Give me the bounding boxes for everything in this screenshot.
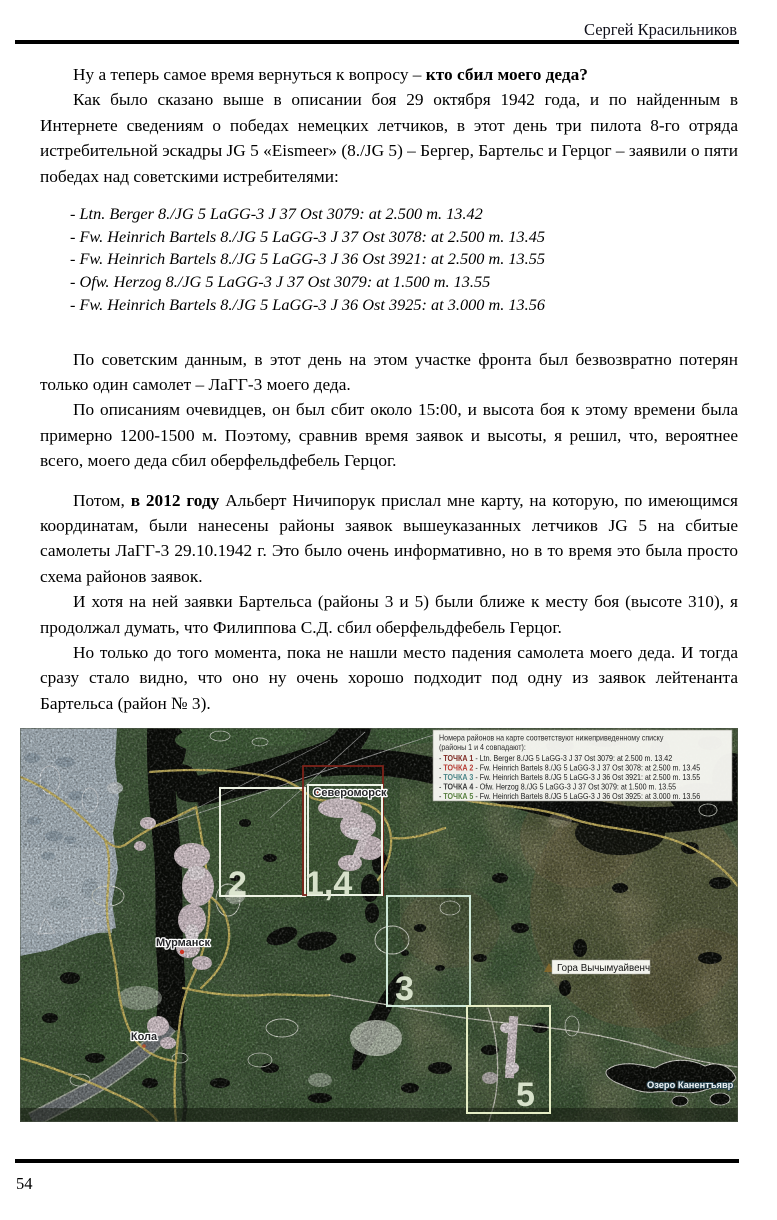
- paragraph-witnesses: По описаниям очевидцев, он был сбит около 15:00, и высота боя к этому времени была примерно 1200-1500 м. Поэтому, сравнив время заявок и высоты, я решил, что, вероятнее всего, моего деда сбил оберфельдфебель Герцог.: [40, 400, 738, 471]
- claim-item: - Fw. Heinrich Bartels 8./JG 5 LaGG-3 J 36 Ost 3921: at 2.500 m. 13.55: [70, 249, 545, 269]
- legend-point-label: ТОЧКА 4: [443, 782, 474, 792]
- text-run: Потом,: [73, 490, 131, 510]
- paragraph-intro: Как было сказано выше в описании боя 29 октября 1942 года, и по найденным в Интернете сведениям о победах немецких летчиков, в этот день три пилота 8-го отряда истребительной эскадры JG 5 «Eismeer» (8./JG 5) – Бергер, Бартельс и Герцог – заявили о пяти победах над советскими истребителями:: [40, 90, 738, 186]
- claims-map-image: [20, 728, 738, 1122]
- paragraph-soviet-data: По советским данным, в этот день на этом участке фронта был безвозвратно потерян только один самолет – ЛаГГ-3 моего деда.: [40, 349, 738, 394]
- place-label-lake: Озеро Канентъявр: [647, 1080, 734, 1090]
- text-run-bold: в 2012 году: [130, 490, 220, 510]
- place-label-severomorsk: Североморск: [313, 787, 387, 799]
- header-rule: [15, 40, 739, 44]
- paragraph-map-2012: [40, 488, 738, 590]
- footer-rule: [15, 1159, 739, 1163]
- page-header-author: Сергей Красильников: [584, 20, 737, 39]
- legend-item: - ТОЧКА 5 - Fw. Heinrich Bartels 8./JG 5 LaGG-3 J 36 Ost 3925: at 3.000 m. 13.56: [439, 791, 701, 802]
- place-label-murmansk: Мурманск: [155, 937, 211, 949]
- legend-item: - ТОЧКА 3 - Fw. Heinrich Bartels 8./JG 5 LaGG-3 J 36 Ost 3921: at 2.500 m. 13.55: [439, 772, 701, 783]
- legend-point-label: ТОЧКА 3: [443, 772, 474, 783]
- claim-item: - Ofw. Herzog 8./JG 5 LaGG-3 J 37 Ost 3079: at 1.500 m. 13.55: [70, 272, 491, 292]
- region-number-3: 3: [395, 970, 414, 1008]
- map-legend: [433, 730, 732, 801]
- kola-dot: [142, 1044, 146, 1048]
- legend-point-label: ТОЧКА 2: [443, 763, 474, 773]
- legend-title-line1: Номера районов на карте соответствуют нижеприведенному списку: [439, 733, 664, 743]
- place-label-kola: Кола: [130, 1031, 158, 1043]
- text-run-bold: кто сбил моего деда?: [425, 65, 588, 84]
- region-number-5: 5: [516, 1076, 535, 1114]
- legend-item: - ТОЧКА 2 - Fw. Heinrich Bartels 8./JG 5 LaGG-3 J 37 Ost 3078: at 2.500 m. 13.45: [439, 763, 701, 773]
- legend-point-label: ТОЧКА 5: [443, 791, 474, 802]
- paragraph-bartels-areas: И хотя на ней заявки Бартельса (районы 3 и 5) были ближе к месту боя (высоте 310), я продолжал думать, что Филиппова С.Д. сбил оберфельдфебель Герцог.: [40, 592, 738, 637]
- claim-item: - Ltn. Berger 8./JG 5 LaGG-3 J 37 Ost 3079: at 2.500 m. 13.42: [70, 204, 483, 224]
- text-run: Альберт Ничипорук прислал мне карту, на которую, по имеющимся координатам, были нанесены районы заявок вышеуказанных летчиков JG 5 на сбитые самолеты ЛаГГ-3 29.10.1942 г. Это было очень информативно, но в то время это была просто схема районов заявок.: [40, 490, 738, 586]
- paragraph-question: [40, 62, 738, 87]
- legend-point-label: ТОЧКА 1: [443, 753, 474, 764]
- murmansk-dot: [180, 950, 184, 954]
- page-number: 54: [16, 1174, 33, 1193]
- paragraph-crash-site: Но только до того момента, пока не нашли место падения самолета моего деда. И тогда сразу стало видно, что оно ну очень хорошо подходит под одну из заявок лейтенанта Бартельса (район № 3).: [40, 643, 738, 713]
- page-content: [40, 62, 738, 716]
- place-label-mountain: Гора Вычымуайвенч: [557, 963, 651, 974]
- legend-title-line2: (районы 1 и 4 совпадают):: [439, 742, 526, 753]
- claims-list: [40, 203, 738, 317]
- text-run: Ну а теперь самое время вернуться к вопросу –: [73, 65, 426, 84]
- region-number-2: 2: [228, 865, 247, 903]
- region-number-1-4: 1,4: [305, 865, 353, 903]
- legend-item: - ТОЧКА 4 - Ofw. Herzog 8./JG 5 LaGG-3 J 37 Ost 3079: at 1.500 m. 13.55: [439, 782, 677, 792]
- map-bottom-shade: [20, 1108, 738, 1122]
- claim-item: - Fw. Heinrich Bartels 8./JG 5 LaGG-3 J 37 Ost 3078: at 2.500 m. 13.45: [70, 226, 545, 246]
- claim-item: - Fw. Heinrich Bartels 8./JG 5 LaGG-3 J 36 Ost 3925: at 3.000 m. 13.56: [70, 294, 545, 314]
- legend-item: - ТОЧКА 1 - Ltn. Berger 8./JG 5 LaGG-3 J 37 Ost 3079: at 2.500 m. 13.42: [439, 753, 673, 764]
